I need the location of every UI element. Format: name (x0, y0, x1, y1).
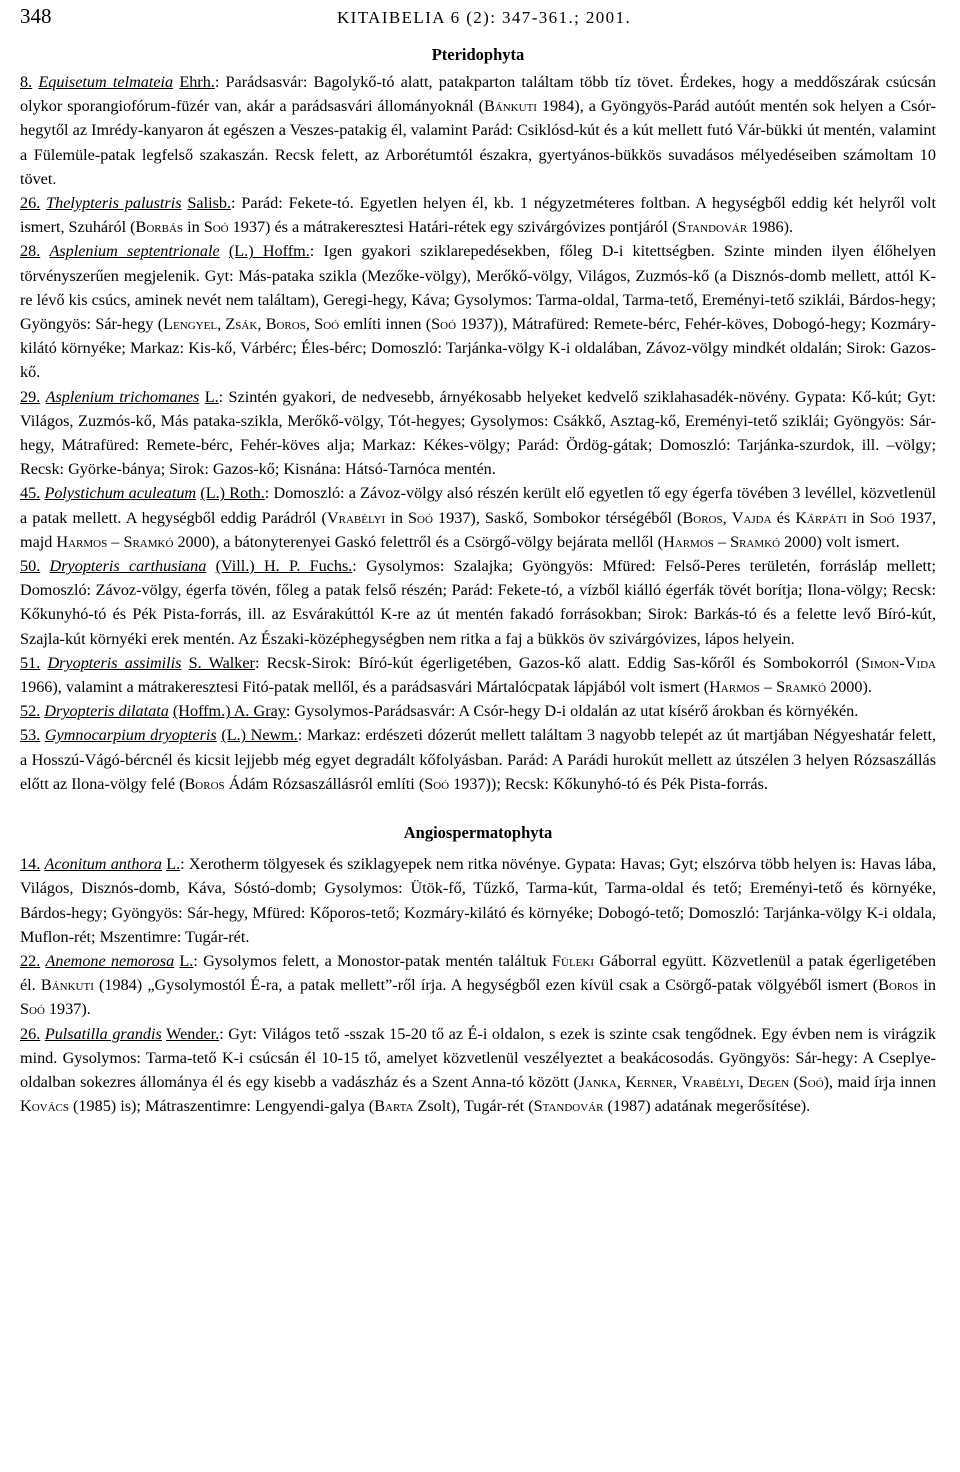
entry-text: : Parádsasvár: Bagolykő-tó alatt, patakparton találtam több tíz tövet. Érdekes, hogy a meddőszárak csúcsán olykor sporangiofórum-füzér van, akár a parádsasvári állományoknál ( (20, 73, 936, 116)
author-citation: Standovár (677, 218, 748, 237)
entry-text: 1937) és a mátrakeresztesi Határi-rétek egy szivárgóvizes pontjáról ( (228, 218, 678, 237)
species-entry (20, 723, 936, 796)
taxon-author: Wender. (166, 1024, 220, 1043)
entry-text: és (771, 508, 796, 527)
author-citation: Barta (374, 1097, 414, 1116)
entry-text: , (739, 1072, 749, 1091)
author-citation: Bánkuti (40, 976, 94, 995)
taxon-author: L. (179, 951, 194, 970)
author-citation: Soó (431, 315, 457, 334)
entry-text: , (257, 315, 266, 334)
entry-text: – (713, 532, 731, 551)
taxon-name: Anemone nemorosa (45, 951, 175, 970)
author-citation: Sramkó (776, 678, 827, 697)
taxon-name: Gymnocarpium dryopteris (44, 726, 217, 745)
taxon-author: L. (204, 387, 219, 406)
entry-text: 1937), Saskő, Sombokor térségéből ( (432, 508, 683, 527)
author-citation: Boros (878, 976, 919, 995)
entry-text: 2000), a bátonyterenyei Gaskó felettről és a Csörgő-völgy bejárata mellől ( (173, 532, 664, 551)
taxon-author: (Hoffm.) A. Gray (172, 702, 286, 721)
author-citation: Zsák (225, 315, 258, 334)
entry-text: : Gysolymos: Szalajka; Gyöngyös: Mfüred: Felső-Peres területén, forrásláp mellett; Domoszló: Závoz-völgy, égerfa tövén, főleg a patak felső részén; Parád: Fekete-tó, a vízből kiálló égerfák tövét borítja; Ilona-völgy; Recsk: Kőkunyhó-tó és Pék Pista-forrás, ill. az Esvárakúttól K-re az út mentén fakadó forrásokban; Sirok: Barkás-tó és a felette levő Bíró-kút, Szajla-kút környéki erek mentén. Az Északi-középhegységben nem ritka a faj a bükkös öv szivárgóvizes, lápos helyein. (20, 557, 937, 648)
author-citation: Soó (408, 508, 433, 527)
author-citation: Vrabélyi (681, 1072, 740, 1091)
taxon-name: Polystichum aculeatum (44, 484, 197, 503)
species-entry (20, 651, 936, 699)
author-citation: Vrabélyi (326, 508, 386, 527)
author-citation: Borbás (135, 218, 184, 237)
author-citation: Harmos (709, 678, 760, 697)
taxon-name: Equisetum telmateia (38, 73, 174, 91)
taxon-author: L. (166, 855, 181, 874)
taxon-name: Dryopteris dilatata (44, 702, 169, 721)
entry-text: : Xerotherm tölgyesek és sziklagyepek nem ritka növénye. Gypata: Havas; Gyt; elszórva több helyen is: Havas lába, Világos, Disznós-domb, Káva, Sóstó-domb; Gysolymos: Ütök-fő, Tűzkő, Tarma-kút, Tarma-oldal és tető; Ereményi-tető és környéke, Bárdos-hegy; Gyöngyös: Sár-hegy, Mfüred: Kőporos-tető; Kozmáry-kilátó és környéke; Dobogó-tető; Domoszló: Tarjánka-völgy K-i oldala, Muflon-rét; Mszentimre: Tugár-rét. (20, 855, 937, 946)
entry-text: , (305, 315, 315, 334)
species-entry (20, 554, 936, 651)
author-citation: Vajda (731, 508, 772, 527)
species-entry (20, 191, 936, 239)
entry-text: : Domoszló: a Závoz-völgy alsó részén került elő egyetlen tő egy égerfa tövében 3 levéllel, közvetlenül a patak mellett. A hegységből eddig Parádról ( (20, 484, 937, 527)
section-title-pteridophyta: Pteridophyta (431, 45, 525, 64)
author-citation: Füleki (552, 951, 595, 970)
entry-text: 2000) volt ismert. (780, 532, 900, 551)
author-citation: Bánkuti (484, 97, 537, 116)
author-citation: Lengyel (163, 315, 218, 334)
entry-number: 26. (20, 1024, 41, 1043)
entry-text: , (672, 1072, 682, 1091)
entry-text: 1966), valamint a mátrakeresztesi Fitó-patak mellől, és a parádsasvári Mártalócpatak lápjából volt ismert ( (20, 678, 710, 697)
taxon-author: S. Walker (188, 653, 255, 672)
entry-text: – (759, 678, 777, 697)
entry-text: ( (789, 1072, 799, 1091)
author-citation: Kovács (20, 1097, 69, 1116)
entry-text: 1937)); Recsk: Kőkunyhó-tó és Pék Pista-forrás. (449, 774, 768, 793)
entry-number: 28. (20, 242, 41, 261)
section-title-angiospermatophyta: Angiospermatophyta (403, 823, 553, 843)
entry-text: – (107, 532, 124, 551)
taxon-author: (L.) Roth. (200, 484, 265, 503)
entry-text: , (616, 1072, 626, 1091)
taxon-author: Salisb. (187, 194, 232, 213)
entry-text: in (183, 218, 204, 237)
taxon-author: (L.) Newm. (221, 726, 298, 745)
author-citation: Soó (869, 508, 895, 527)
entry-text: : Gysolymos-Parádsasvár: A Csór-hegy D-i oldalán az utat kísérő árokban és környékén. (285, 702, 859, 721)
taxon-name: Asplenium trichomanes (45, 387, 200, 406)
entry-number: 51. (20, 653, 41, 672)
species-entry (20, 239, 936, 384)
entry-number: 53. (20, 726, 41, 745)
entry-number: 14. (20, 855, 41, 874)
entry-text: említi innen ( (339, 315, 432, 334)
entry-text: Zsolt), Tugár-rét ( (413, 1097, 534, 1116)
entry-number: 45. (20, 484, 41, 503)
author-citation: Soó (203, 218, 229, 237)
entry-text: (1985) is); Mátraszentimre: Lengyendi-galya ( (68, 1097, 375, 1116)
entry-text: : Igen gyakori sziklarepedésekben, főleg D-i kitettségben. Szinte minden ilyen élőhelyen törvényszerűen megjelenik. Gyt: Más-pataka szikla (Mezőke-völgy), Merőkő-völgy, Világos, Zuzmós-kő (a Disznós-domb mellett, attól K-re lévő kis csúcs, aminek nevét nem találtam), Geregi-hegy, Káva; Gysolymos: Tarma-oldal, Tarma-tető, Ereményi-tető sziklái, Bárdos-hegy; Gyöngyös: Sár-hegy ( (20, 242, 937, 334)
taxon-author: (Vill.) H. P. Fuchs. (215, 557, 353, 576)
entry-text: : Parád: Fekete-tó. Egyetlen helyen él, kb. 1 négyzetméteres foltban. A hegységből eddig két helyről volt ismert, Szuháról ( (20, 194, 936, 237)
entry-number: 29. (20, 387, 41, 406)
species-entry (20, 481, 936, 554)
species-entry (20, 699, 936, 723)
entry-text: (1984) „Gysolymostól É-ra, a patak mellett”-ről írja. A hegységből ezen kívül csak a Csörgő-patak völgyéből ismert ( (93, 976, 879, 995)
author-citation: Sramkó (123, 532, 174, 551)
running-header (20, 0, 936, 40)
author-citation: Soó (798, 1072, 824, 1091)
author-citation: Degen (748, 1072, 790, 1091)
journal-reference: KITAIBELIA 6 (2): 347-361.; 2001. (337, 8, 632, 27)
entry-text: 1984), a Gyöngyös-Parád autóút mentén sok helyen a Csór-hegytől az Imrédy-kanyaron át egészen a Veszes-patakig él, valamint Parád: Csiklósd-kút és a kút mellett futó Vár-bükki út mentén, valamint a Fülemüle-patak legfelső szakaszán. Recsk felett, az Arborétumtól északra, gyertyános-bükkös suvadásos mélyedéseiben számoltam 10 tövet. (20, 97, 937, 188)
page-number: 348 (20, 4, 52, 28)
species-entry (20, 385, 936, 482)
entry-number: 26. (20, 194, 41, 213)
taxon-name: Thelypteris palustris (46, 194, 182, 213)
entry-text: 1986). (747, 218, 794, 237)
author-citation: Boros (682, 508, 723, 527)
author-citation: Kerner (625, 1072, 673, 1091)
species-entry (20, 70, 936, 191)
entry-text: in (846, 508, 870, 527)
pteridophyta-entries (20, 70, 936, 796)
author-citation: Soó (20, 1000, 45, 1019)
entry-text: ), maid írja innen (823, 1072, 937, 1091)
entry-text: : Szintén gyakori, de nedvesebb, árnyékosabb helyeket kedvelő sziklahasadék-növény. Gypata: Kő-kút; Gyt: Világos, Zuzmós-kő, Más pataka-szikla, Merőkő-völgy, Tót-hegyes; Gysolymos: Csákkő, Asztag-kő, Ereményi-tető sziklái; Gyöngyös: Sár-hegy, Mátrafüred: Remete-bérc, Fehér-köves alja; Markaz: Kékes-völgy; Parád: Ördög-gátak; Domoszló: Tarjánka-szurdok, ill. –völgy; Recsk: Györke-bánya; Sirok: Gazos-kő; Kisnána: Hátsó-Tarnóca mentén. (20, 387, 937, 479)
entry-text: , (217, 315, 226, 334)
angiospermatophyta-entries (20, 852, 936, 1118)
taxon-name: Dryopteris carthusiana (49, 557, 207, 576)
author-citation: Sramkó (730, 532, 781, 551)
entry-text: : Markaz: erdészeti dózerút mellett találtam 3 nagyobb telepét az út martjában Négyeshatár felett, a Hosszú-Vágó-bércnél és kicsit lejjebb még egyet degradált kőfolyásban. Parád: A Parádi hurokút mellett az útszélen 3 helyen Rózsaszállás előtt az Ilona-völgy felé ( (20, 726, 937, 793)
author-citation: Harmos (663, 532, 714, 551)
entry-text: : Gyt: Világos tető -sszak 15-20 tő az É-i oldalon, s ezek is szinte csak tengődnek. Egy évben nem is virágzik mind. Gysolymos: Tarma-tető K-i csúcsán él 10-15 tő, amelyet közvetlenül veszélyeztet a beakácosodás. Gyöngyös: Sár-hegy: A Cseplye-oldalban sokezres állománya él és egy kisebb a vadászház és a Szent Anna-tó között ( (20, 1024, 936, 1091)
species-entry (20, 852, 936, 949)
entry-text: : Gysolymos felett, a Monostor-patak mentén találtuk (193, 951, 553, 970)
entry-text: : Recsk-Sirok: Bíró-kút égerligetében, Gazos-kő alatt. Eddig Sas-kőről és Sombokorról ( (254, 653, 862, 672)
entry-text: (1987) adatának megerősítése). (603, 1097, 811, 1116)
species-entry (20, 1022, 936, 1119)
entry-text: 1937, majd (20, 508, 937, 551)
author-citation: Simon-Vida (861, 653, 936, 672)
entry-number: 52. (20, 702, 41, 721)
entry-number: 50. (20, 557, 41, 576)
entry-text: , (722, 508, 732, 527)
author-citation: Soó (424, 774, 450, 793)
author-citation: Standovár (533, 1097, 604, 1116)
entry-number: 8. (20, 73, 33, 91)
entry-text: 1937). (44, 1000, 91, 1019)
entry-number: 22. (20, 951, 41, 970)
author-citation: Boros (184, 774, 225, 793)
author-citation: Harmos (56, 532, 108, 551)
taxon-name: Dryopteris assimilis (47, 653, 182, 672)
entry-text: 2000). (826, 678, 872, 697)
entry-text: Gáborral együtt. Közvetlenül a patak égerligetében él. (20, 951, 936, 995)
entry-text: in (918, 976, 937, 995)
author-citation: Boros (265, 315, 306, 334)
entry-text: 1937)), Mátrafüred: Remete-bérc, Fehér-köves, Dobogó-hegy; Kozmáry-kilátó környéke; Markaz: Kis-kő, Várbérc; Éles-bérc; Domoszló: Tarjánka-völgy K-i oldalában, Závoz-völgy mindkét oldalán; Sirok: Gazos-kő. (20, 315, 936, 382)
taxon-author: (L.) Hoffm. (228, 242, 310, 261)
taxon-author: Ehrh. (179, 73, 215, 91)
species-entry (20, 949, 936, 1022)
author-citation: Janka (578, 1072, 617, 1091)
taxon-name: Pulsatilla grandis (44, 1024, 162, 1043)
taxon-name: Aconitum anthora (44, 855, 162, 874)
entry-text: Ádám Rózsaszállásról említi ( (224, 774, 425, 793)
taxon-name: Asplenium septentrionale (49, 242, 220, 261)
entry-text: in (385, 508, 409, 527)
author-citation: Kárpáti (795, 508, 847, 527)
author-citation: Soó (314, 315, 340, 334)
